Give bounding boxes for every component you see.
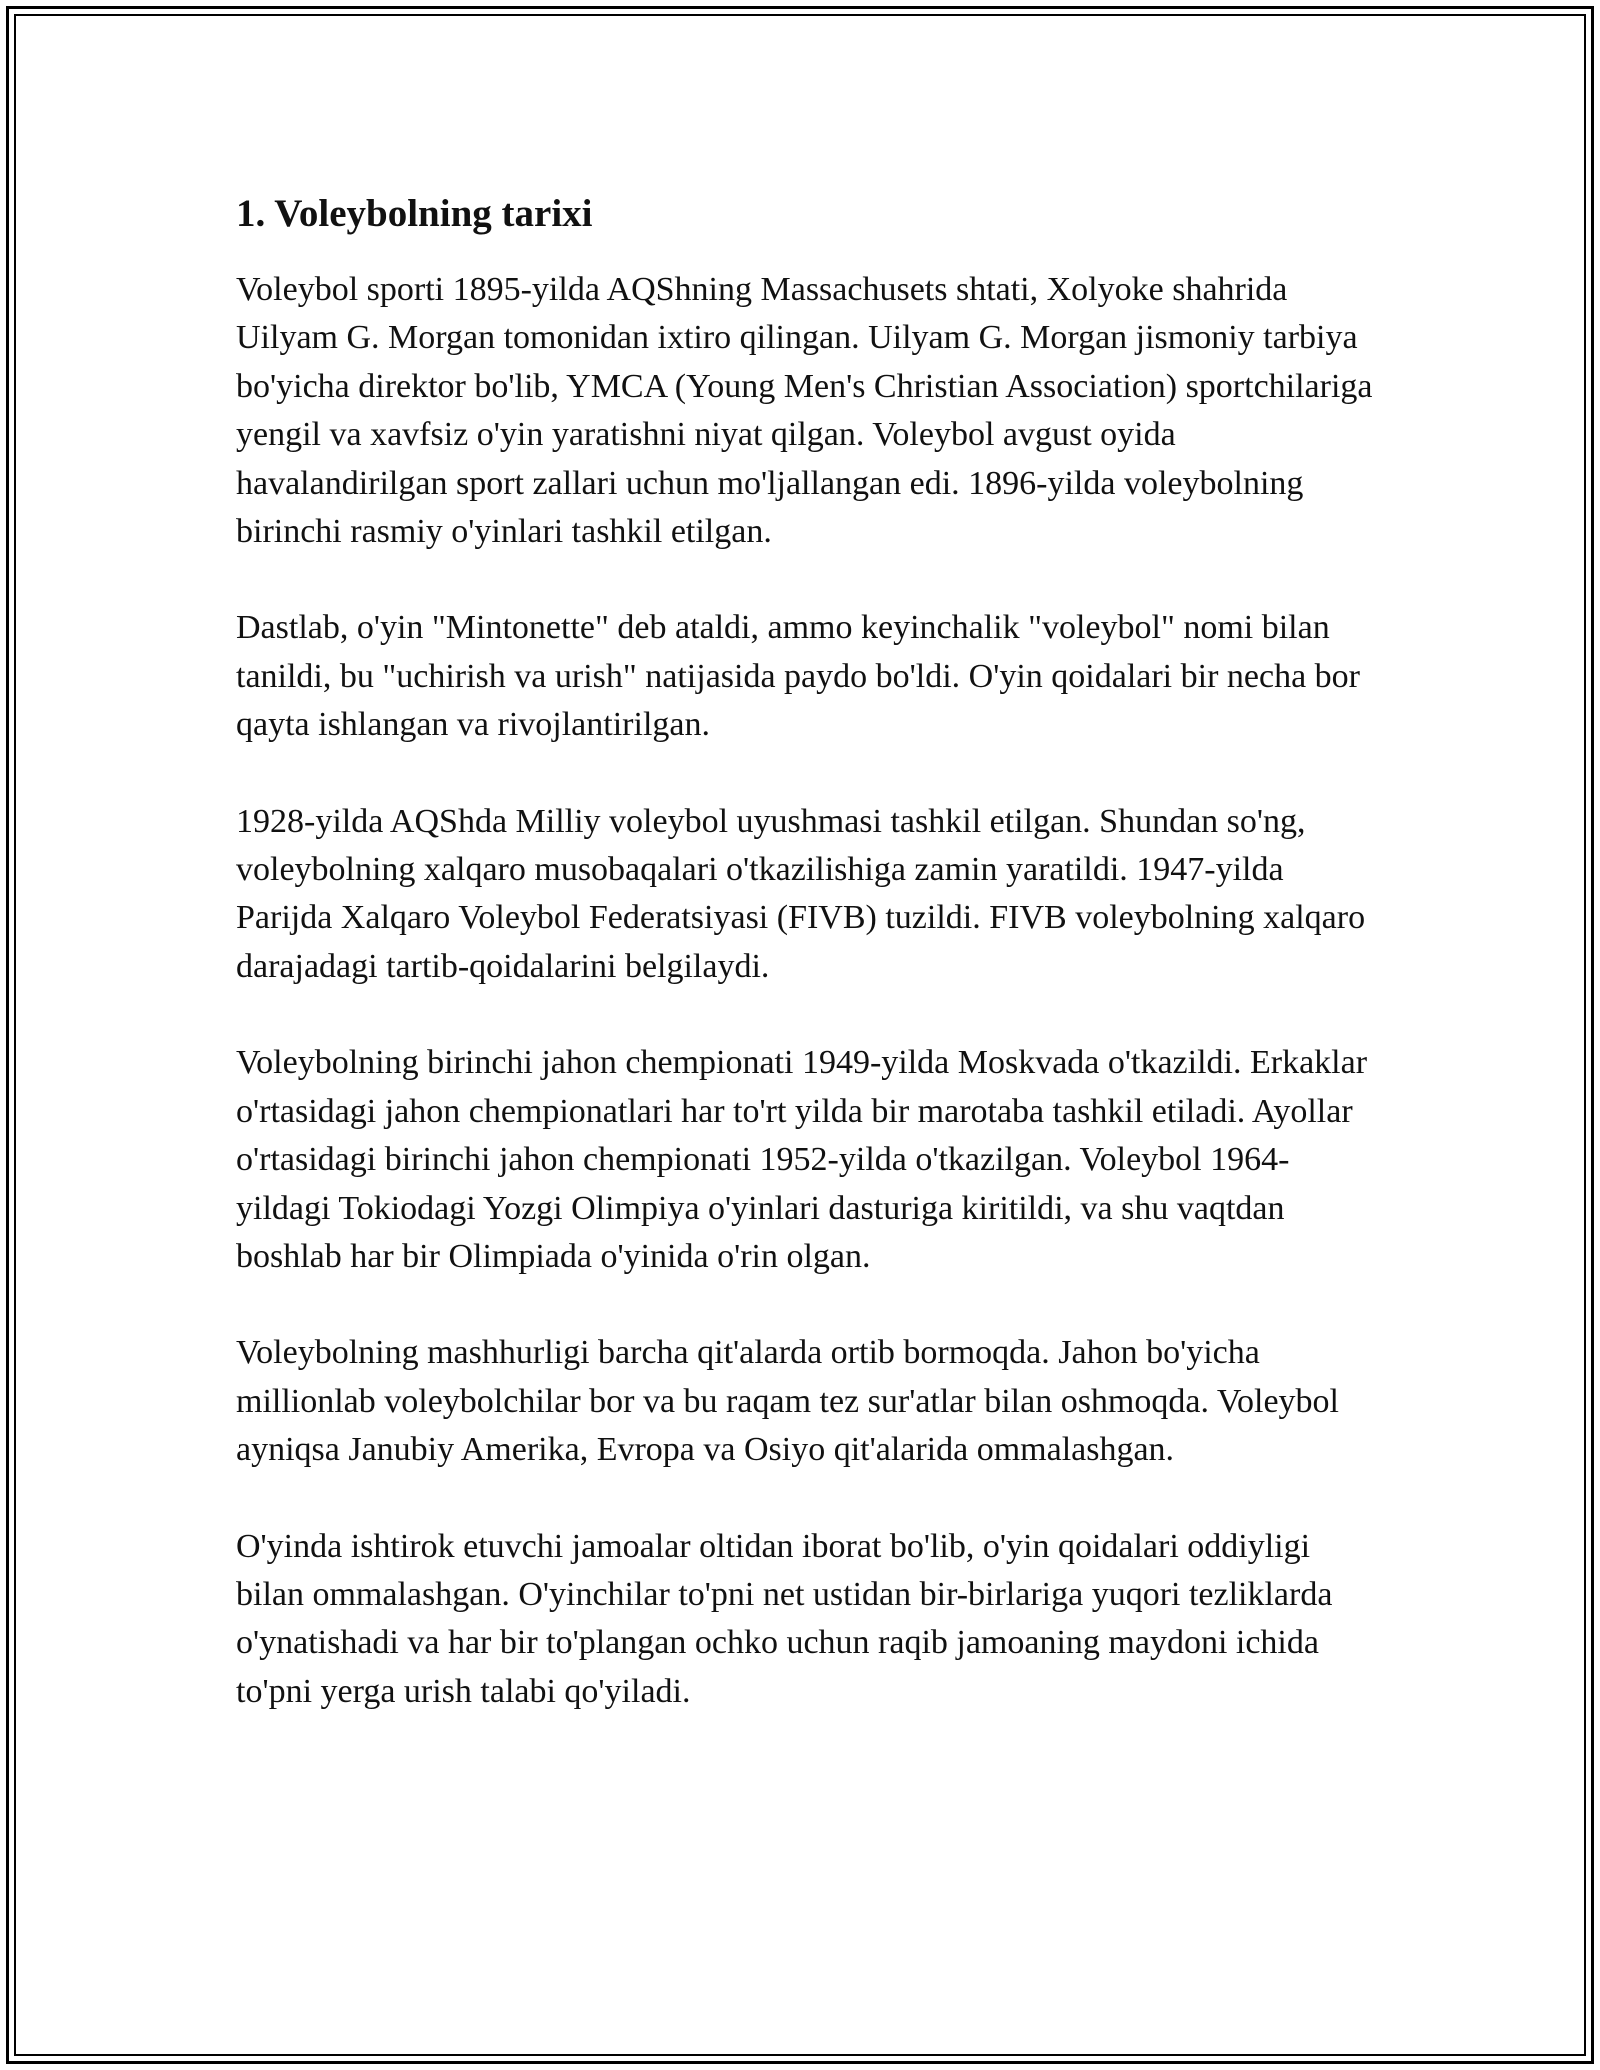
paragraph-popularity: Voleybolning mashhurligi barcha qit'alarda ortib bormoqda. Jahon bo'yicha millionlab voleybolchilar bor va bu raqam tez sur'atlar bilan oshmoqda. Voleybol ayniqsa Janubiy Amerika, Evropa va Osiyo qit'alarida ommalashgan.: [236, 1334, 1340, 1469]
paragraph-game-rules: O'yinda ishtirok etuvchi jamoalar oltidan iborat bo'lib, o'yin qoidalari oddiyligi bilan ommalashgan. O'yinchilar to'pni net ustidan bir-birlariga yuqori tezliklarda o'ynatishadi va har bir to'plangan ochko uchun raqib jamoaning maydoni ichida to'pni yerga urish talabi qo'yiladi.: [236, 1527, 1333, 1710]
paragraph-history-origin: Voleybol sporti 1895-yilda AQShning Massachusets shtati, Xolyoke shahrida Uilyam G. Morgan tomonidan ixtiro qilingan. Uilyam G. Morgan jismoniy tarbiya bo'yicha direktor bo'lib, YMCA (Young Men's Christian Association) sportchilariga yengil va xavfsiz o'yin yaratishni niyat qilgan. Voleybol avgust oyida havalandirilgan sport zallari uchun mo'ljallangan edi. 1896-yilda voleybolning birinchi rasmiy o'yinlari tashkil etilgan.: [236, 271, 1373, 551]
section-heading: 1. Voleybolning tarixi: [236, 192, 593, 235]
document-body: [236, 186, 1376, 1764]
paragraph-championships: Voleybolning birinchi jahon chempionati 1949-yilda Moskvada o'tkazildi. Erkaklar o'rtasidagi jahon chempionatlari har to'rt yilda bir marotaba tashkil etiladi. Ayollar o'rtasidagi birinchi jahon chempionati 1952-yilda o'tkazilgan. Voleybol 1964-yildagi Tokiodagi Yozgi Olimpiya o'yinlari dasturiga kiritildi, va shu vaqtdan boshlab har bir Olimpiada o'yinida o'rin olgan.: [236, 1044, 1368, 1275]
paragraph-federations: 1928-yilda AQShda Milliy voleybol uyushmasi tashkil etilgan. Shundan so'ng, voleybolning xalqaro musobaqalari o'tkazilishiga zamin yaratildi. 1947-yilda Parijda Xalqaro Voleybol Federatsiyasi (FIVB) tuzildi. FIVB voleybolning xalqaro darajadagi tartib-qoidalarini belgilaydi.: [236, 802, 1366, 985]
paragraph-name-origin: Dastlab, o'yin "Mintonette" deb ataldi, ammo keyinchalik "voleybol" nomi bilan tanildi, bu "uchirish va urish" natijasida paydo bo'ldi. O'yin qoidalari bir necha bor qayta ishlangan va rivojlantirilgan.: [236, 609, 1360, 744]
